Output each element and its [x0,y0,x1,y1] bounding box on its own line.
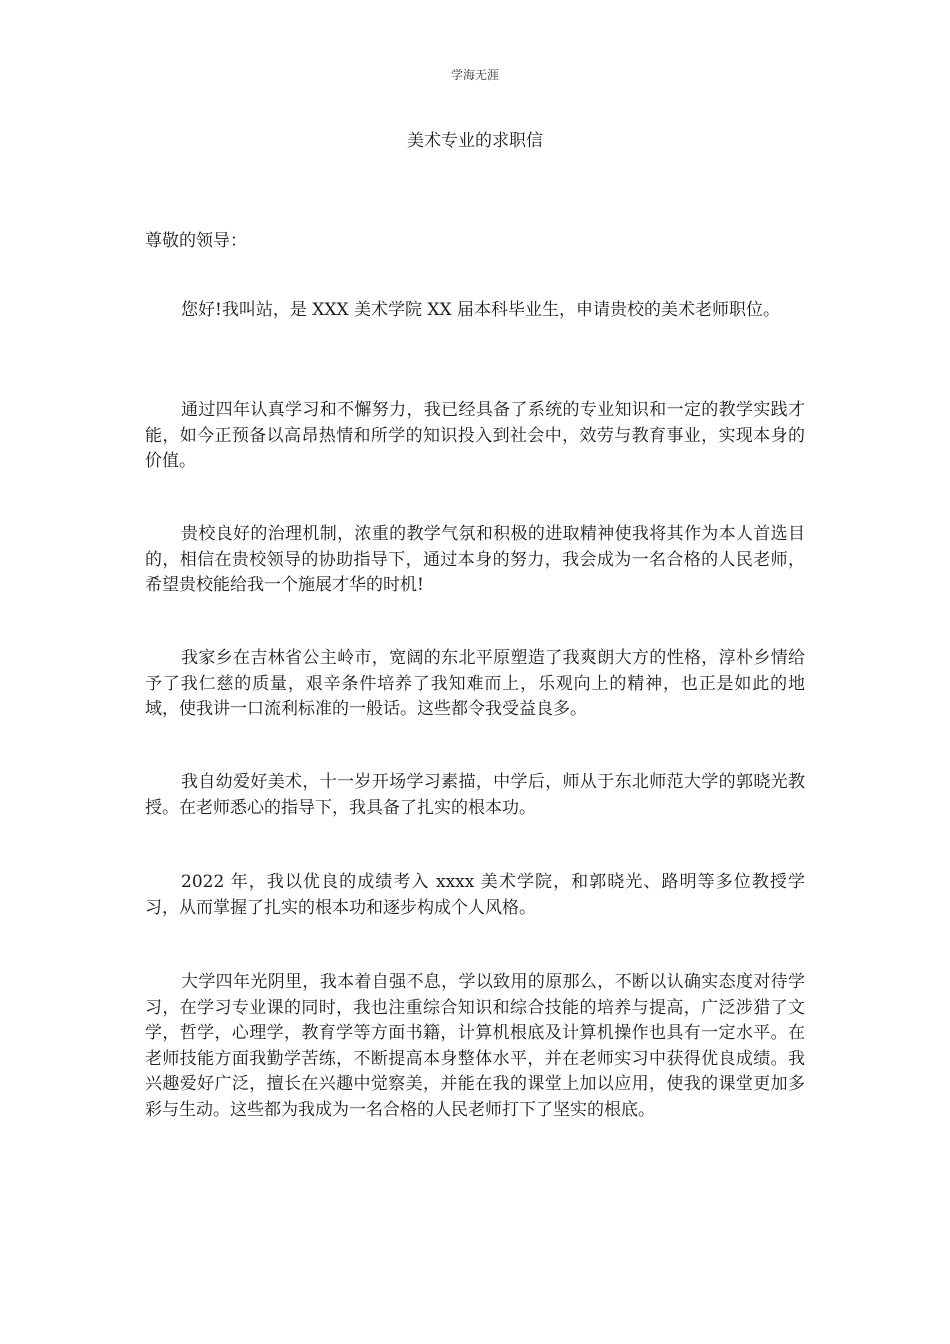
paragraph-school: 贵校良好的治理机制，浓重的教学气氛和积极的进取精神使我将其作为本人首选目的，相信在贵校领导的协助指导下，通过本身的努力，我会成为一名合格的人民老师，希望贵校能给我一个施展才华的时机! [145,524,805,595]
salutation: 尊敬的领导： [145,231,247,251]
paragraph-introduction: 您好!我叫站，是 XXX 美术学院 XX 届本科毕业生，申请贵校的美术老师职位。 [181,300,780,320]
paragraph-university: 大学四年光阴里，我本着自强不息，学以致用的原那么，不断以认确实态度对待学习，在学习专业课的同时，我也注重综合知识和综合技能的培养与提高，广泛涉猎了文学，哲学，心理学，教育学等方面书籍，计算机根底及计算机操作也具有一定水平。在老师技能方面我勤学苦练，不断提高本身整体水平，并在老师实习中获得优良成绩。我兴趣爱好广泛，擅长在兴趣中觉察美，并能在我的课堂上加以应用，使我的课堂更加多彩与生动。这些都为我成为一名合格的人民老师打下了坚实的根底。 [145,972,805,1120]
paragraph-study: 通过四年认真学习和不懈努力，我已经具备了系统的专业知识和一定的教学实践才能，如今正预备以高昂热情和所学的知识投入到社会中，效劳与教育事业，实现本身的价值。 [145,400,805,471]
document-title: 美术专业的求职信 [407,131,543,151]
paragraph-hometown: 我家乡在吉林省公主岭市，宽阔的东北平原塑造了我爽朗大方的性格，淳朴乡情给予了我仁慈的质量，艰辛条件培养了我知难而上，乐观向上的精神，也正是如此的地域，使我讲一口流利标准的一般话。这些都令我受益良多。 [145,648,805,719]
paragraph-art-background: 我自幼爱好美术，十一岁开场学习素描，中学后，师从于东北师范大学的郭晓光教授。在老师悉心的指导下，我具备了扎实的根本功。 [145,772,805,818]
page-header: 学海无涯 [450,68,499,82]
paragraph-admission: 2022 年，我以优良的成绩考入 xxxx 美术学院，和郭晓光、路明等多位教授学习，从而掌握了扎实的根本功和逐步构成个人风格。 [145,872,805,918]
